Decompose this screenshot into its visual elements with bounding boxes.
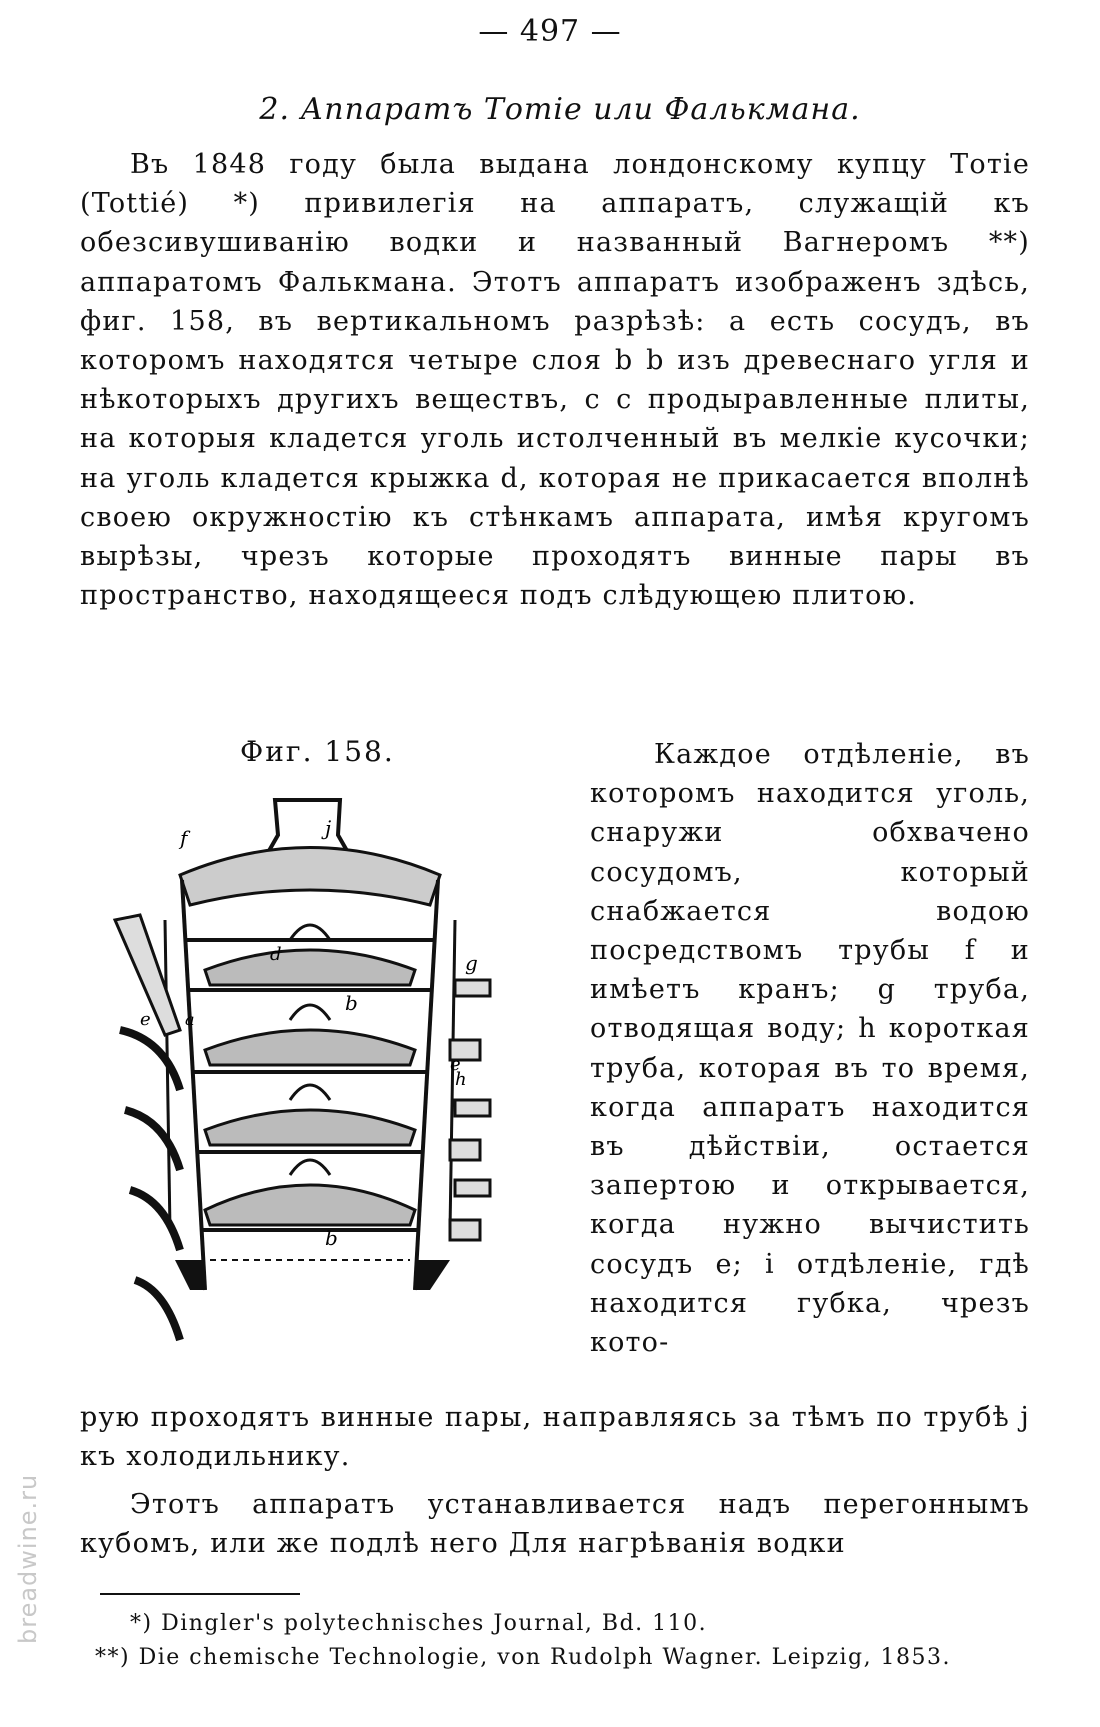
footnote-rule xyxy=(100,1593,300,1595)
layer-4 xyxy=(200,1160,420,1230)
page-number: — 497 — xyxy=(478,14,622,49)
layer-3 xyxy=(196,1085,424,1152)
label-a: a xyxy=(185,1010,195,1029)
paragraph-side: Каждое отдѣленіе, въ которомъ находится уголь, снаружи обхвачено сосудомъ, который снабжается водою посредствомъ трубы f и имѣетъ кранъ; g труба, отводящая воду; h короткая труба, которая въ то время, когда аппаратъ находится въ дѣйствіи, остается запертою и открывается, когда нужно вычистить сосудъ e; i отдѣленіе, гдѣ находится губка, чрезъ кото- xyxy=(590,739,1030,1359)
footnote-1: *) Dingler's polytechnisches Journal, Bd. 110. xyxy=(130,1611,708,1636)
layer-1 xyxy=(185,925,435,990)
paragraph-intro: Въ 1848 году была выдана лондонскому купцу Тотіе (Tottié) *) привилегія на аппаратъ, служащій къ обезсивушиванію водки и названный Вагнеромъ **) аппаратомъ Фалькмана. Этотъ аппаратъ изображенъ здѣсь, фиг. 158, въ вертикальномъ разрѣзѣ: a есть сосудъ, въ которомъ находятся четыре слоя b b изъ древеснаго угля и нѣкоторыхъ другихъ веществъ, c c продыравленные плиты, на которыя кладется уголь истолченный въ мелкіе кусочки; на уголь кладется крыжка d, которая не прикасается вполнѣ своею окружностію къ стѣнкамъ аппарата, имѣя кругомъ вырѣзы, чрезъ которые проходятъ винные пары въ пространство, находящееся подъ слѣдующею плитою. xyxy=(80,149,1030,612)
figure-base-right xyxy=(415,1260,450,1290)
figure-caption: Фиг. 158. xyxy=(240,735,395,768)
figure-dome xyxy=(180,848,440,906)
label-j: j xyxy=(325,816,332,840)
figure-base-left xyxy=(175,1260,205,1290)
paragraph-continuation: рую проходятъ винные пары, направляясь за тѣмъ по трубѣ j къ холодильнику. xyxy=(80,1402,1030,1473)
label-b-bottom: b xyxy=(325,1226,338,1250)
label-g: g xyxy=(465,951,478,975)
footnote-2: **) Die chemische Technologie, von Rudolph Wagner. Leipzig, 1853. xyxy=(95,1645,952,1670)
label-h: h xyxy=(455,1069,467,1090)
apparatus-figure xyxy=(110,780,550,1380)
label-b-top: b xyxy=(345,991,358,1015)
paragraph-final: Этотъ аппаратъ устанавливается надъ перегоннымъ кубомъ, или же подлѣ него Для нагрѣванія водки xyxy=(80,1489,1030,1560)
watermark: breadwine.ru xyxy=(14,1473,42,1644)
label-d: d xyxy=(270,944,282,965)
label-f: f xyxy=(180,826,188,850)
label-e-left: e xyxy=(140,1009,151,1030)
section-heading: 2. Аппаратъ Тотіе или Фалькмана. xyxy=(259,92,861,127)
label-e-right: e xyxy=(450,1054,461,1075)
layer-2 xyxy=(192,1005,428,1072)
